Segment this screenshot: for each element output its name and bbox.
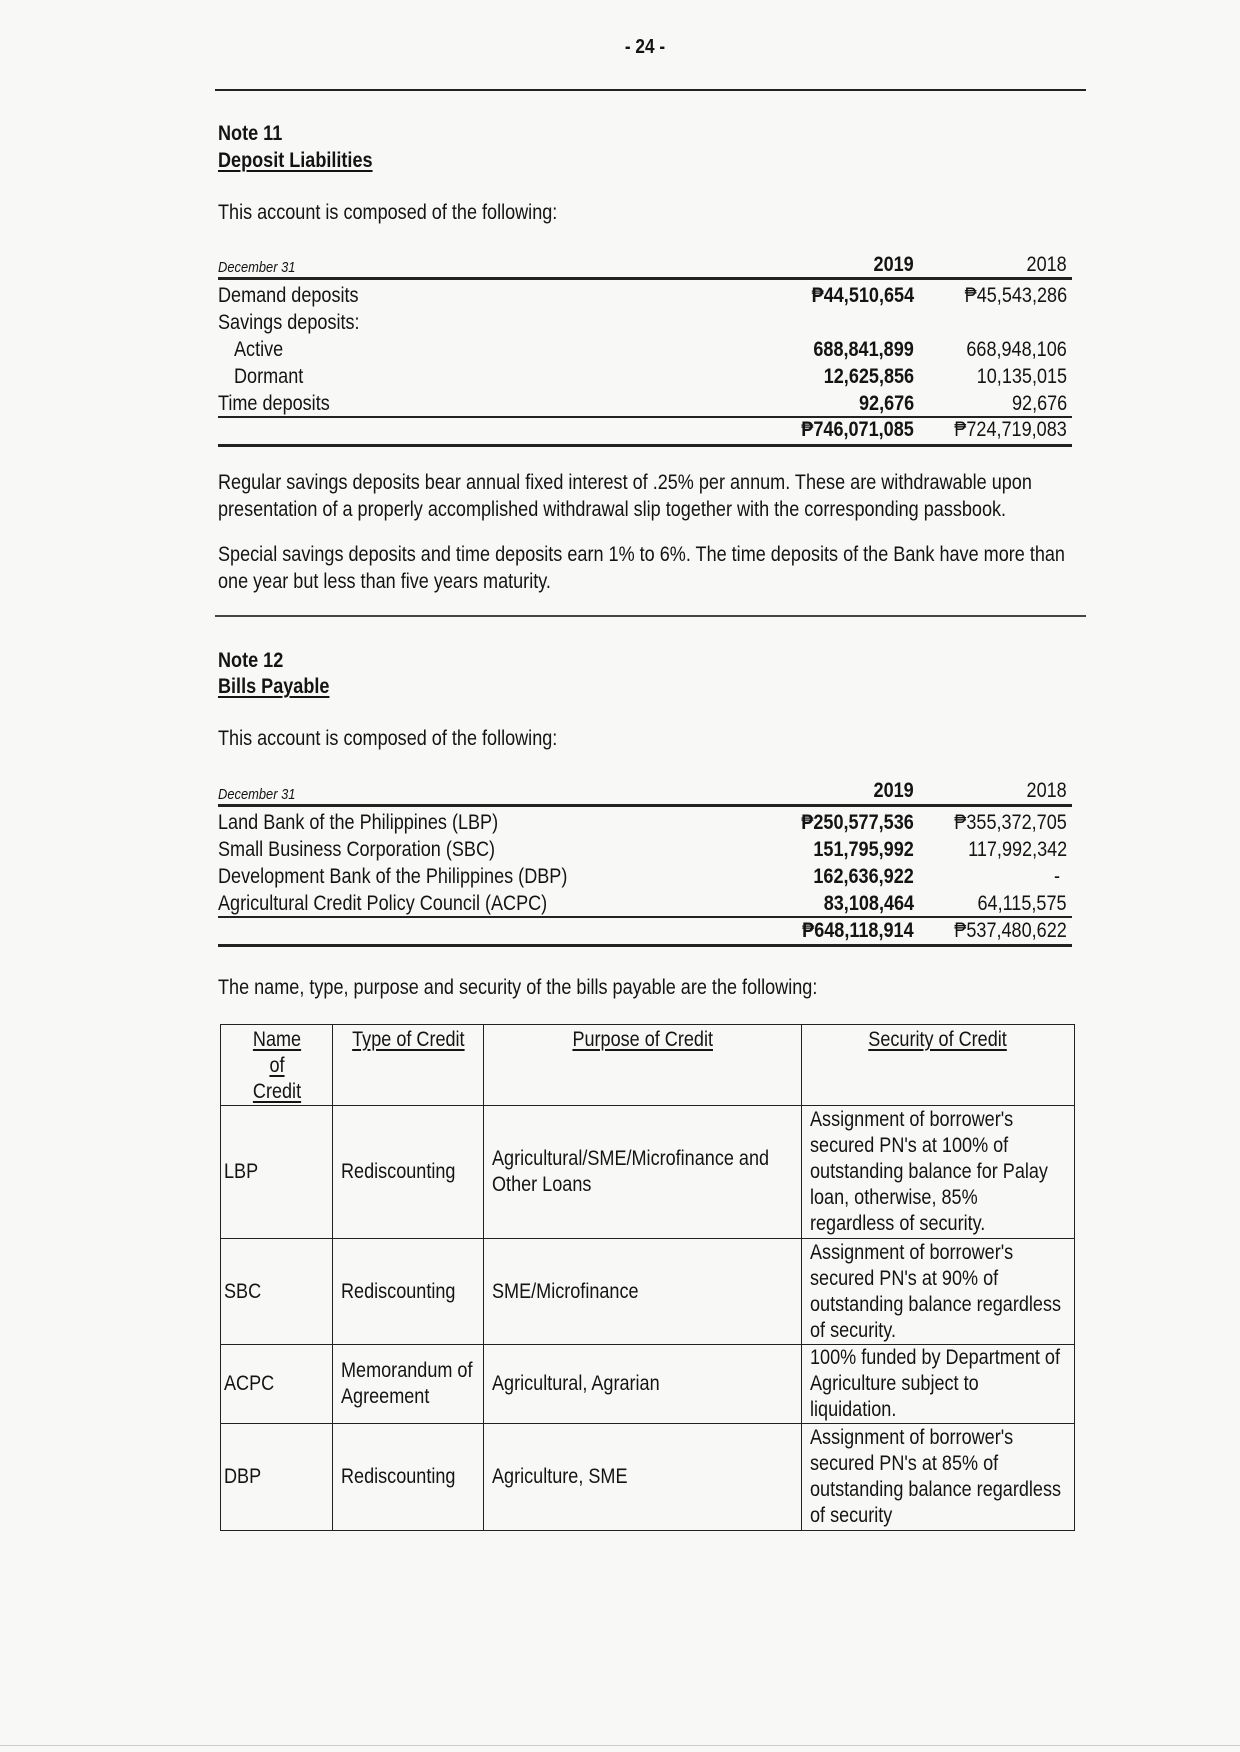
note11-title: Deposit Liabilities — [218, 149, 373, 172]
col-2019: 2019 — [873, 253, 914, 276]
header-rule — [215, 89, 1086, 91]
table-row: SBC Rediscounting SME/Microfinance Assignment of borrower's secured PN's at 90% of outstanding balance regardless of security. — [221, 1239, 1075, 1345]
note11-paragraph-1: Regular savings deposits bear annual fixed interest of .25% per annum. These are withdrawable upon presentation of a properly accomplished withdrawal slip together with the corresponding passbook. — [218, 471, 1032, 521]
header-name: Name of Credit — [221, 1025, 333, 1106]
credit-table-intro: The name, type, purpose and security of the bills payable are the following: — [218, 976, 818, 999]
table-row: DBP Rediscounting Agriculture, SME Assignment of borrower's secured PN's at 85% of outstanding balance regardless of security — [221, 1424, 1075, 1531]
subtotal-rule — [218, 916, 1072, 918]
header-underline — [218, 804, 1072, 807]
page-number: - 24 - — [624, 36, 666, 58]
note11-number: Note 11 — [218, 122, 283, 145]
header-security: Security of Credit — [802, 1025, 1075, 1106]
header-underline — [218, 277, 1072, 280]
col-2018: 2018 — [1026, 253, 1067, 276]
col-2018: 2018 — [1026, 779, 1067, 802]
table-row: LBP Rediscounting Agricultural/SME/Microfinance and Other Loans Assignment of borrower's secured PN's at 100% of outstanding balance for Palay loan, otherwise, 85% regardless of security. — [221, 1106, 1075, 1239]
date-label: December 31 — [218, 259, 296, 276]
table-row: ACPC Memorandum of Agreement Agricultural, Agrarian 100% funded by Department of Agriculture subject to liquidation. — [221, 1345, 1075, 1424]
total-rule — [218, 944, 1072, 947]
note11-intro: This account is composed of the following: — [218, 201, 558, 224]
note12-number: Note 12 — [218, 649, 284, 672]
section-separator — [215, 615, 1086, 617]
note11-paragraph-2: Special savings deposits and time deposits earn 1% to 6%. The time deposits of the Bank have more than one year but less than five years maturity. — [218, 543, 1065, 593]
total-rule — [218, 444, 1072, 447]
date-label: December 31 — [218, 786, 296, 803]
credit-table-header — [221, 1025, 1075, 1106]
col-2019: 2019 — [873, 779, 914, 802]
scan-edge — [0, 1745, 1240, 1746]
note12-title: Bills Payable — [218, 675, 330, 698]
subtotal-rule — [218, 416, 1072, 418]
header-type: Type of Credit — [333, 1025, 484, 1106]
credit-details-table — [220, 1024, 1075, 1531]
header-purpose: Purpose of Credit — [484, 1025, 802, 1106]
note12-intro: This account is composed of the following: — [218, 727, 558, 750]
